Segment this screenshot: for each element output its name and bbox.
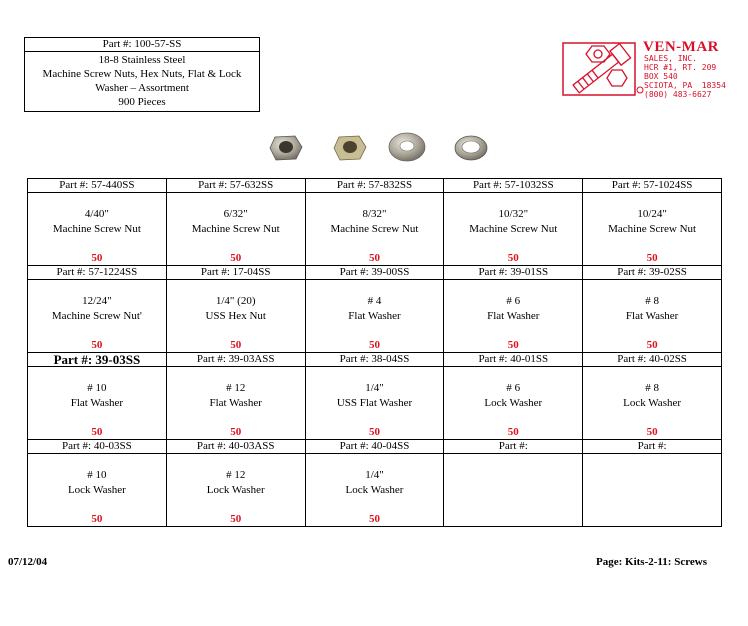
- item-type: Machine Screw Nut: [52, 223, 141, 235]
- hex-nut-brass-icon: [334, 136, 366, 160]
- part-number-cell: Part #: 40-04SS: [305, 440, 444, 454]
- item-description: [444, 381, 582, 411]
- item-quantity: 50: [230, 513, 242, 525]
- item-description: [28, 207, 166, 237]
- item-description: [306, 468, 444, 498]
- item-cell: [305, 193, 444, 266]
- item-quantity: 50: [646, 339, 658, 351]
- item-description: [444, 294, 582, 324]
- item-quantity: 50: [507, 426, 519, 438]
- part-number-cell: Part #: 39-03SS: [28, 353, 167, 367]
- item-description: [444, 207, 582, 237]
- footer-date: 07/12/04: [8, 556, 48, 568]
- item-cell: [583, 367, 722, 440]
- part-number-cell: Part #: 40-02SS: [583, 353, 722, 367]
- item-type: Machine Screw Nut': [51, 310, 142, 322]
- item-type: USS Flat Washer: [336, 397, 413, 409]
- part-number-cell: Part #: 57-632SS: [166, 179, 305, 193]
- part-number-cell: Part #: 39-00SS: [305, 266, 444, 280]
- part-number-cell: Part #: 40-03ASS: [166, 440, 305, 454]
- item-size: # 10: [87, 469, 107, 481]
- part-number-cell: Part #: 17-04SS: [166, 266, 305, 280]
- item-description-row: [28, 280, 722, 353]
- item-description: [167, 468, 305, 498]
- hex-nut-icon: [270, 136, 302, 160]
- kit-header-box: [24, 37, 260, 112]
- item-size: # 4: [367, 295, 382, 307]
- item-description: [28, 468, 166, 498]
- item-cell: [305, 454, 444, 527]
- item-cell: [305, 367, 444, 440]
- item-size: # 12: [226, 469, 246, 481]
- item-size: 1/4": [365, 469, 384, 481]
- item-quantity: 50: [230, 252, 242, 264]
- item-type: Flat Washer: [70, 397, 124, 409]
- part-number-cell: Part #: 39-01SS: [444, 266, 583, 280]
- part-number-cell: Part #: 57-1024SS: [583, 179, 722, 193]
- item-cell: [305, 280, 444, 353]
- item-size: 10/24": [637, 208, 667, 220]
- item-type: Machine Screw Nut: [469, 223, 558, 235]
- item-description: [306, 381, 444, 411]
- item-cell: [166, 193, 305, 266]
- flat-washer-icon: [389, 133, 425, 161]
- item-quantity: 50: [91, 252, 103, 264]
- item-size: # 10: [87, 382, 107, 394]
- item-type: USS Hex Nut: [205, 310, 266, 322]
- item-description: [583, 381, 721, 411]
- item-cell: [166, 280, 305, 353]
- part-number-cell: Part #: 38-04SS: [305, 353, 444, 367]
- item-type: Lock Washer: [345, 484, 404, 496]
- item-type: Machine Screw Nut: [608, 223, 697, 235]
- item-description: [583, 207, 721, 237]
- kit-description-line: Machine Screw Nuts, Hex Nuts, Flat & Lock: [42, 68, 242, 80]
- item-description: [167, 207, 305, 237]
- item-size: 6/32": [223, 208, 248, 220]
- item-type: Lock Washer: [206, 484, 265, 496]
- item-type: Lock Washer: [484, 397, 543, 409]
- part-number-cell: Part #: 40-03SS: [28, 440, 167, 454]
- footer-page: Page: Kits-2-11: Screws: [596, 556, 707, 568]
- item-cell: [444, 454, 583, 527]
- part-number-cell: Part #: 39-03ASS: [166, 353, 305, 367]
- item-quantity: 50: [368, 426, 380, 438]
- part-number-row: [28, 179, 722, 193]
- part-number-cell: Part #:: [583, 440, 722, 454]
- item-cell: [28, 193, 167, 266]
- item-size: # 8: [645, 382, 659, 394]
- item-cell: [28, 454, 167, 527]
- kit-description: [25, 52, 259, 111]
- item-size: # 6: [506, 382, 521, 394]
- item-size: 12/24": [82, 295, 112, 307]
- parts-photo: [265, 128, 505, 168]
- item-quantity: 50: [507, 339, 519, 351]
- kit-part-number: Part #: 100-57-SS: [25, 38, 259, 52]
- item-type: Flat Washer: [625, 310, 679, 322]
- part-number-row: [28, 353, 722, 367]
- item-size: 4/40": [84, 208, 109, 220]
- parts-table: [27, 178, 722, 527]
- item-cell: [583, 193, 722, 266]
- item-type: Machine Screw Nut: [330, 223, 419, 235]
- item-quantity: 50: [646, 426, 658, 438]
- item-quantity: 50: [368, 252, 380, 264]
- item-cell: [166, 454, 305, 527]
- part-number-cell: Part #: 57-832SS: [305, 179, 444, 193]
- item-size: 10/32": [498, 208, 529, 220]
- item-quantity: 50: [646, 252, 658, 264]
- item-cell: [28, 367, 167, 440]
- item-type: Flat Washer: [209, 397, 262, 409]
- item-size: # 6: [506, 295, 521, 307]
- kit-description-line: 18-8 Stainless Steel: [98, 54, 186, 66]
- item-quantity: 50: [368, 339, 380, 351]
- part-number-cell: Part #: 57-1032SS: [444, 179, 583, 193]
- kit-description-line: Washer – Assortment: [95, 82, 189, 94]
- item-type: Lock Washer: [623, 397, 682, 409]
- item-cell: [28, 280, 167, 353]
- item-type: Lock Washer: [67, 484, 126, 496]
- item-quantity: 50: [368, 513, 380, 525]
- item-size: 8/32": [362, 208, 387, 220]
- item-description: [167, 294, 305, 324]
- part-number-cell: Part #: 40-01SS: [444, 353, 583, 367]
- item-quantity: 50: [91, 339, 103, 351]
- kit-description-line: 900 Pieces: [118, 96, 166, 108]
- item-cell: [583, 280, 722, 353]
- item-description: [167, 381, 305, 411]
- item-size: # 12: [226, 382, 246, 394]
- item-description: [28, 294, 166, 324]
- part-number-cell: Part #: 39-02SS: [583, 266, 722, 280]
- part-number-cell: Part #:: [444, 440, 583, 454]
- part-number-row: [28, 440, 722, 454]
- item-description: [28, 381, 166, 411]
- item-quantity: 50: [230, 339, 242, 351]
- lock-washer-icon: [455, 136, 487, 160]
- item-description-row: [28, 193, 722, 266]
- item-size: 1/4": [365, 382, 384, 394]
- item-type: Machine Screw Nut: [191, 223, 280, 235]
- company-address: SALES, INC. HCR #1, RT. 209 BOX 540 SCIOTA, PA 18354 (800) 483-6627: [644, 54, 726, 99]
- item-cell: [444, 367, 583, 440]
- item-size: 1/4" (20): [215, 295, 256, 307]
- part-number-cell: Part #: 57-440SS: [28, 179, 167, 193]
- item-quantity: 50: [507, 252, 519, 264]
- bolt-logo-icon: [562, 40, 646, 98]
- item-quantity: 50: [91, 513, 103, 525]
- item-description: [583, 294, 721, 324]
- item-description-row: [28, 367, 722, 440]
- item-cell: [583, 454, 722, 527]
- part-number-row: [28, 266, 722, 280]
- item-description: [306, 207, 444, 237]
- item-type: Flat Washer: [487, 310, 540, 322]
- item-description-row: [28, 454, 722, 527]
- part-number-cell: Part #: 57-1224SS: [28, 266, 167, 280]
- item-size: # 8: [645, 295, 659, 307]
- item-quantity: 50: [91, 426, 103, 438]
- item-cell: [166, 367, 305, 440]
- company-logo: [562, 40, 732, 98]
- item-type: Flat Washer: [348, 310, 401, 322]
- company-name: VEN-MAR: [643, 39, 719, 55]
- item-cell: [444, 193, 583, 266]
- item-description: [306, 294, 444, 324]
- item-cell: [444, 280, 583, 353]
- item-quantity: 50: [230, 426, 242, 438]
